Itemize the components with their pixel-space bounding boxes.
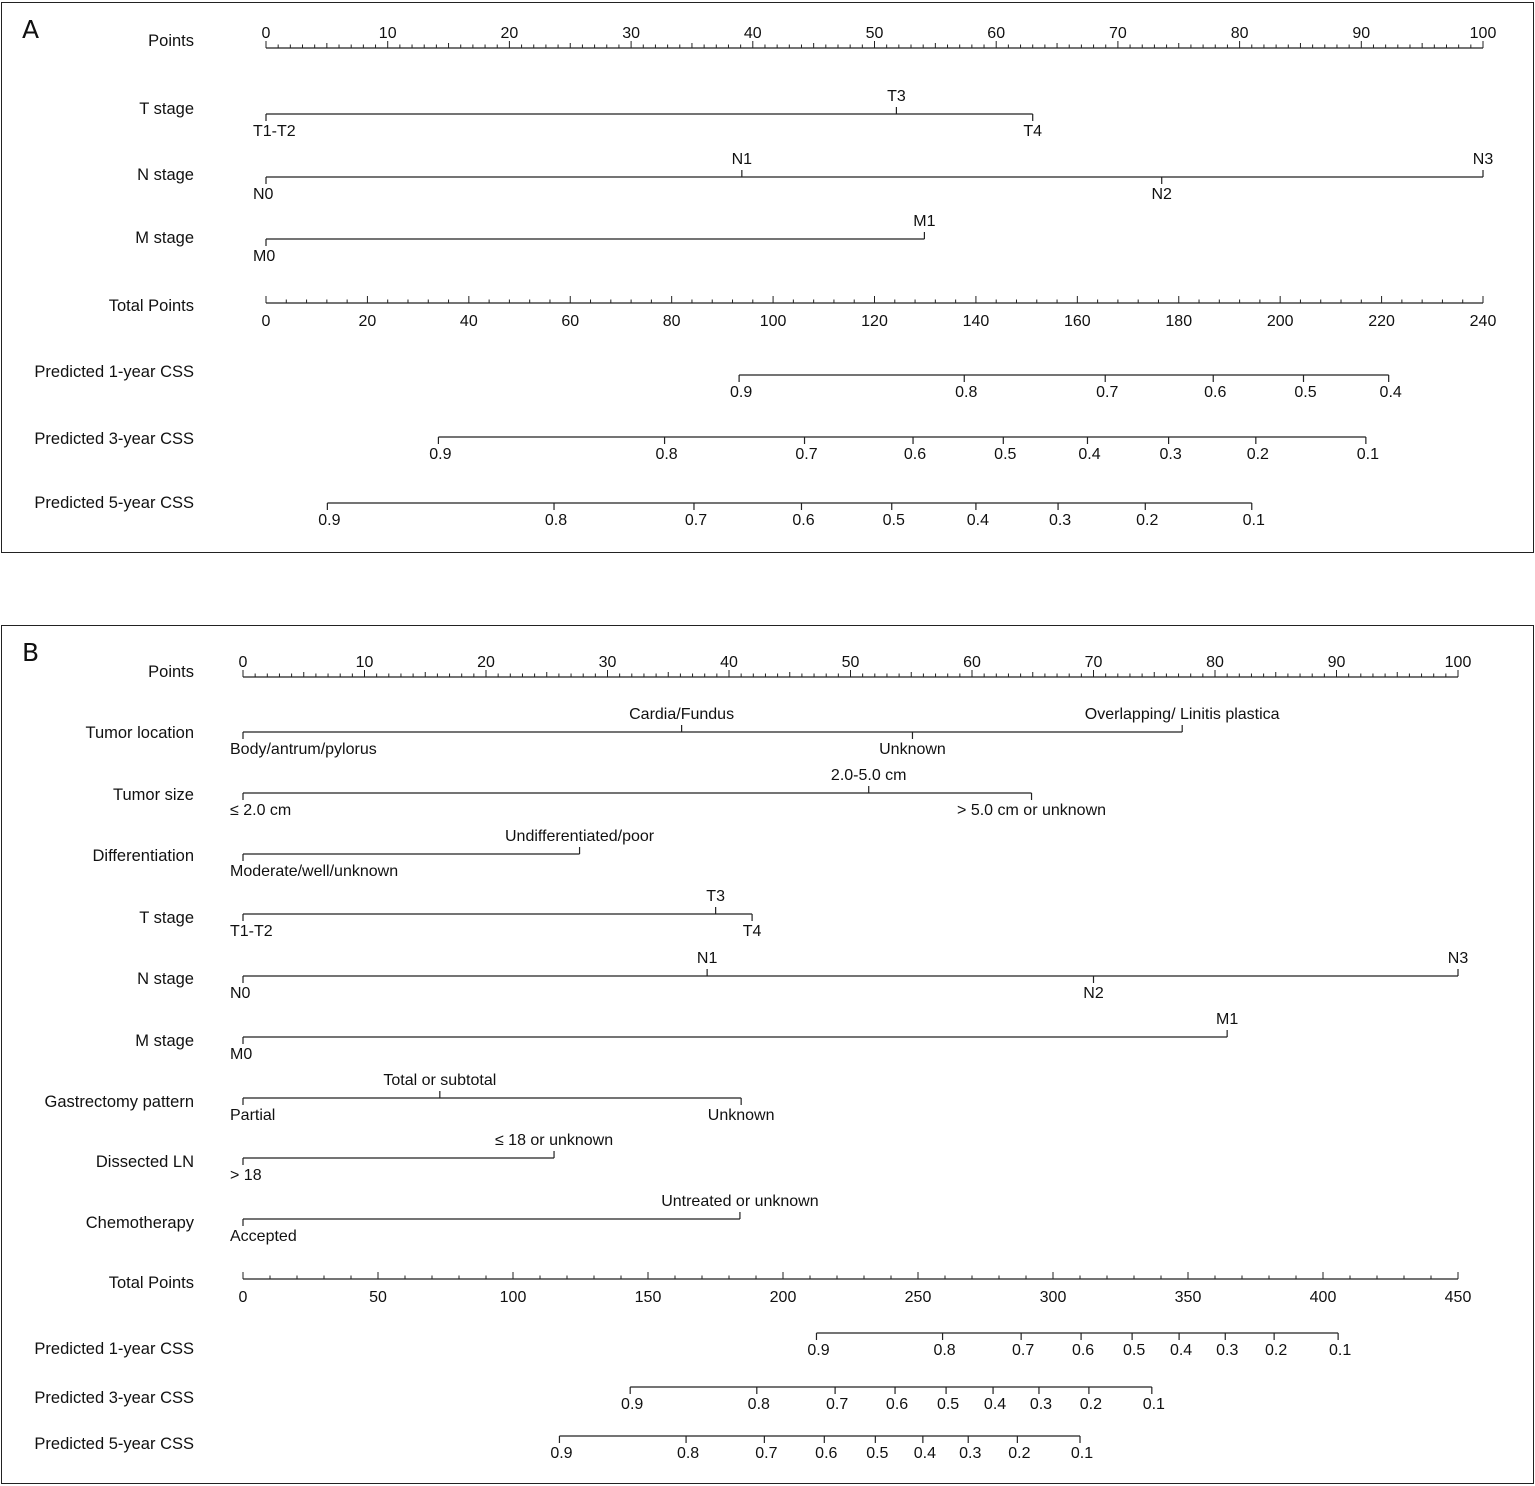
a-t-stage-level-t1-t2: T1-T2 (253, 123, 296, 140)
b-tumor-size-label: Tumor size (113, 786, 194, 804)
b-predicted-5-year-css-tick-label: 0.2 (1008, 1445, 1031, 1462)
a-total-points-tick-label: 40 (459, 313, 478, 330)
b-predicted-1-year-css-tick-label: 0.4 (1169, 1342, 1193, 1359)
a-points-tick-label: 90 (1352, 25, 1371, 42)
a-total-points-label: Total Points (108, 297, 194, 315)
a-n-stage-level-n1: N1 (731, 151, 753, 168)
a-m-stage-level-m1: M1 (913, 213, 936, 230)
b-predicted-3-year-css-tick-label: 0.2 (1079, 1396, 1103, 1413)
b-predicted-3-year-css-tick-label: 0.6 (885, 1396, 909, 1413)
b-points-tick-label: 10 (355, 654, 374, 671)
b-predicted-5-year-css-tick-label: 0.3 (959, 1445, 982, 1462)
b-points-tick-label: 60 (963, 654, 981, 671)
b-predicted-1-year-css-tick-label: 0.8 (933, 1342, 956, 1359)
a-t-stage-label: T stage (139, 100, 194, 118)
a-predicted-5-year-css-tick-label: 0.8 (544, 512, 568, 529)
b-predicted-5-year-css-tick-label: 0.5 (866, 1445, 889, 1462)
a-total-points-tick-label: 20 (358, 313, 377, 330)
a-total-points-tick-label: 0 (261, 313, 271, 330)
a-points-tick-label: 40 (743, 25, 762, 42)
a-points-tick-label: 50 (865, 25, 884, 42)
a-points-tick-label: 70 (1109, 25, 1127, 42)
a-n-stage-label: N stage (137, 166, 194, 184)
b-differentiation-level-undifferentiated-poor: Undifferentiated/poor (504, 828, 655, 845)
a-total-points-tick-label: 240 (1469, 313, 1497, 330)
a-points-tick-label: 80 (1230, 25, 1249, 42)
b-predicted-1-year-css-tick-label: 0.7 (1012, 1342, 1035, 1359)
b-dissected-ln-label: Dissected LN (95, 1153, 194, 1171)
b-t-stage-level-t4: T4 (742, 923, 762, 940)
b-total-points-tick-label: 350 (1174, 1289, 1202, 1306)
b-chemotherapy-label: Chemotherapy (85, 1214, 194, 1232)
b-total-points-tick-label: 400 (1309, 1289, 1337, 1306)
b-points-tick-label: 90 (1327, 654, 1346, 671)
a-predicted-3-year-css-tick-label: 0.9 (429, 446, 452, 463)
a-m-stage-level-m0: M0 (253, 248, 276, 265)
a-total-points-tick-label: 100 (759, 313, 787, 330)
a-predicted-5-year-css-tick-label: 0.3 (1048, 512, 1072, 529)
b-points-tick-label: 100 (1444, 654, 1472, 671)
a-predicted-5-year-css-tick-label: 0.9 (318, 512, 341, 529)
panel-a-letter: A (22, 15, 40, 44)
b-gastrectomy-pattern-level-partial: Partial (230, 1107, 276, 1124)
a-predicted-5-year-css-tick-label: 0.5 (882, 512, 905, 529)
b-predicted-1-year-css-tick-label: 0.5 (1122, 1342, 1146, 1359)
b-points-label: Points (148, 663, 194, 681)
a-predicted-3-year-css-tick-label: 0.8 (655, 446, 678, 463)
a-points-tick-label: 20 (500, 25, 519, 42)
a-predicted-3-year-css-label: Predicted 3-year CSS (34, 430, 194, 448)
b-points-tick-label: 70 (1084, 654, 1103, 671)
a-predicted-3-year-css-tick-label: 0.5 (994, 446, 1017, 463)
a-total-points-tick-label: 140 (962, 313, 990, 330)
a-predicted-1-year-css-tick-label: 0.8 (955, 384, 978, 401)
b-total-points-tick-label: 300 (1039, 1289, 1067, 1306)
a-points-tick-label: 0 (261, 25, 271, 42)
b-total-points-tick-label: 200 (769, 1289, 797, 1306)
b-total-points-tick-label: 0 (238, 1289, 248, 1306)
b-dissected-ln-level-18: > 18 (230, 1167, 262, 1184)
b-differentiation-level-moderate-well-unknown: Moderate/well/unknown (230, 863, 399, 880)
a-predicted-1-year-css-label: Predicted 1-year CSS (34, 363, 194, 381)
b-predicted-5-year-css-tick-label: 0.7 (755, 1445, 778, 1462)
a-total-points-tick-label: 60 (561, 313, 580, 330)
b-predicted-3-year-css-tick-label: 0.3 (1029, 1396, 1053, 1413)
b-t-stage-level-t1-t2: T1-T2 (230, 923, 273, 940)
b-predicted-5-year-css-tick-label: 0.9 (550, 1445, 573, 1462)
a-total-points-tick-label: 80 (662, 313, 681, 330)
a-n-stage-level-n2: N2 (1151, 186, 1172, 203)
b-total-points-tick-label: 450 (1444, 1289, 1472, 1306)
b-dissected-ln-level-18-or-unknown: ≤ 18 or unknown (494, 1132, 614, 1149)
a-predicted-5-year-css-tick-label: 0.4 (966, 512, 990, 529)
b-points-tick-label: 40 (720, 654, 738, 671)
b-predicted-1-year-css-tick-label: 0.1 (1328, 1342, 1352, 1359)
b-points-tick-label: 80 (1206, 654, 1224, 671)
b-points-tick-label: 50 (841, 654, 860, 671)
b-predicted-5-year-css-tick-label: 0.6 (815, 1445, 838, 1462)
a-predicted-5-year-css-tick-label: 0.7 (684, 512, 708, 529)
b-total-points-tick-label: 150 (634, 1289, 662, 1306)
a-predicted-3-year-css-tick-label: 0.7 (795, 446, 818, 463)
b-predicted-3-year-css-tick-label: 0.1 (1142, 1396, 1165, 1413)
b-predicted-1-year-css-tick-label: 0.2 (1265, 1342, 1288, 1359)
a-total-points-tick-label: 160 (1063, 313, 1091, 330)
a-points-tick-label: 30 (622, 25, 640, 42)
a-n-stage-level-n0: N0 (253, 186, 274, 203)
a-predicted-3-year-css-tick-label: 0.2 (1246, 446, 1269, 463)
b-m-stage-label: M stage (135, 1032, 194, 1050)
b-predicted-5-year-css-tick-label: 0.4 (913, 1445, 936, 1462)
a-total-points-tick-label: 120 (861, 313, 888, 330)
b-predicted-5-year-css-label: Predicted 5-year CSS (34, 1435, 194, 1453)
a-predicted-3-year-css-tick-label: 0.6 (903, 446, 927, 463)
b-points-tick-label: 20 (477, 654, 495, 671)
b-predicted-5-year-css-tick-label: 0.8 (676, 1445, 700, 1462)
b-gastrectomy-pattern-level-unknown: Unknown (707, 1107, 775, 1124)
b-predicted-3-year-css-tick-label: 0.8 (747, 1396, 770, 1413)
b-predicted-5-year-css-tick-label: 0.1 (1070, 1445, 1094, 1462)
b-predicted-3-year-css-label: Predicted 3-year CSS (34, 1389, 194, 1407)
b-t-stage-label: T stage (139, 909, 194, 927)
a-predicted-1-year-css-tick-label: 0.9 (729, 384, 753, 401)
a-points-label: Points (148, 32, 194, 50)
a-predicted-3-year-css-tick-label: 0.3 (1159, 446, 1182, 463)
a-predicted-5-year-css-tick-label: 0.1 (1242, 512, 1265, 529)
b-points-tick-label: 30 (598, 654, 617, 671)
b-t-stage-level-t3: T3 (706, 888, 725, 905)
b-predicted-3-year-css-tick-label: 0.7 (825, 1396, 849, 1413)
b-predicted-1-year-css-tick-label: 0.6 (1071, 1342, 1095, 1359)
b-chemotherapy-level-untreated-or-unknown: Untreated or unknown (661, 1193, 819, 1210)
b-n-stage-label: N stage (137, 970, 194, 988)
b-total-points-tick-label: 50 (369, 1289, 387, 1306)
a-total-points-tick-label: 180 (1165, 313, 1193, 330)
b-predicted-1-year-css-tick-label: 0.9 (807, 1342, 830, 1359)
panel-b-letter: B (22, 638, 40, 667)
b-n-stage-level-n0: N0 (230, 985, 251, 1002)
b-n-stage-level-n2: N2 (1083, 985, 1104, 1002)
a-predicted-5-year-css-tick-label: 0.6 (792, 512, 815, 529)
b-tumor-location-level-body-antrum-pylorus: Body/antrum/pylorus (230, 741, 377, 758)
b-gastrectomy-pattern-level-total-or-subtotal: Total or subtotal (383, 1072, 497, 1089)
b-total-points-label: Total Points (108, 1274, 194, 1292)
a-predicted-5-year-css-tick-label: 0.2 (1136, 512, 1159, 529)
b-predicted-3-year-css-tick-label: 0.4 (983, 1396, 1007, 1413)
a-t-stage-level-t4: T4 (1023, 123, 1043, 140)
b-n-stage-level-n3: N3 (1447, 950, 1469, 967)
b-tumor-location-label: Tumor location (85, 724, 194, 742)
a-total-points-tick-label: 220 (1368, 313, 1395, 330)
a-predicted-1-year-css-tick-label: 0.4 (1379, 384, 1402, 401)
a-total-points-tick-label: 200 (1266, 313, 1294, 330)
b-predicted-1-year-css-tick-label: 0.3 (1216, 1342, 1239, 1359)
b-differentiation-label: Differentiation (92, 847, 194, 865)
a-points-tick-label: 60 (987, 25, 1006, 42)
a-predicted-3-year-css-tick-label: 0.1 (1356, 446, 1379, 463)
a-predicted-1-year-css-tick-label: 0.6 (1204, 384, 1227, 401)
b-chemotherapy-level-accepted: Accepted (230, 1228, 297, 1245)
a-predicted-1-year-css-tick-label: 0.5 (1294, 384, 1317, 401)
a-predicted-3-year-css-tick-label: 0.4 (1078, 446, 1101, 463)
b-tumor-location-level-unknown: Unknown (879, 741, 946, 758)
b-points-tick-label: 0 (238, 654, 248, 671)
b-total-points-tick-label: 100 (499, 1289, 527, 1306)
b-tumor-location-level-cardia-fundus: Cardia/Fundus (629, 706, 735, 723)
a-predicted-1-year-css-tick-label: 0.7 (1096, 384, 1119, 401)
a-points-tick-label: 100 (1469, 25, 1497, 42)
b-tumor-location-level-overlapping-linitis-plastica: Overlapping/ Linitis plastica (1084, 706, 1280, 723)
b-tumor-size-level-2-0-cm: ≤ 2.0 cm (230, 802, 292, 819)
a-t-stage-level-t3: T3 (887, 88, 906, 105)
b-predicted-3-year-css-tick-label: 0.5 (936, 1396, 960, 1413)
b-gastrectomy-pattern-label: Gastrectomy pattern (44, 1093, 194, 1111)
b-tumor-size-level-2-0-5-0-cm: 2.0-5.0 cm (830, 767, 907, 784)
b-m-stage-level-m0: M0 (230, 1046, 253, 1063)
a-predicted-5-year-css-label: Predicted 5-year CSS (34, 494, 194, 512)
b-n-stage-level-n1: N1 (696, 950, 718, 967)
b-m-stage-level-m1: M1 (1216, 1011, 1239, 1028)
a-points-tick-label: 10 (378, 25, 397, 42)
a-n-stage-level-n3: N3 (1472, 151, 1494, 168)
b-total-points-tick-label: 250 (904, 1289, 932, 1306)
b-tumor-size-level-5-0-cm-or-unknown: > 5.0 cm or unknown (957, 802, 1107, 819)
a-m-stage-label: M stage (135, 229, 194, 247)
b-predicted-1-year-css-label: Predicted 1-year CSS (34, 1340, 194, 1358)
b-predicted-3-year-css-tick-label: 0.9 (621, 1396, 644, 1413)
